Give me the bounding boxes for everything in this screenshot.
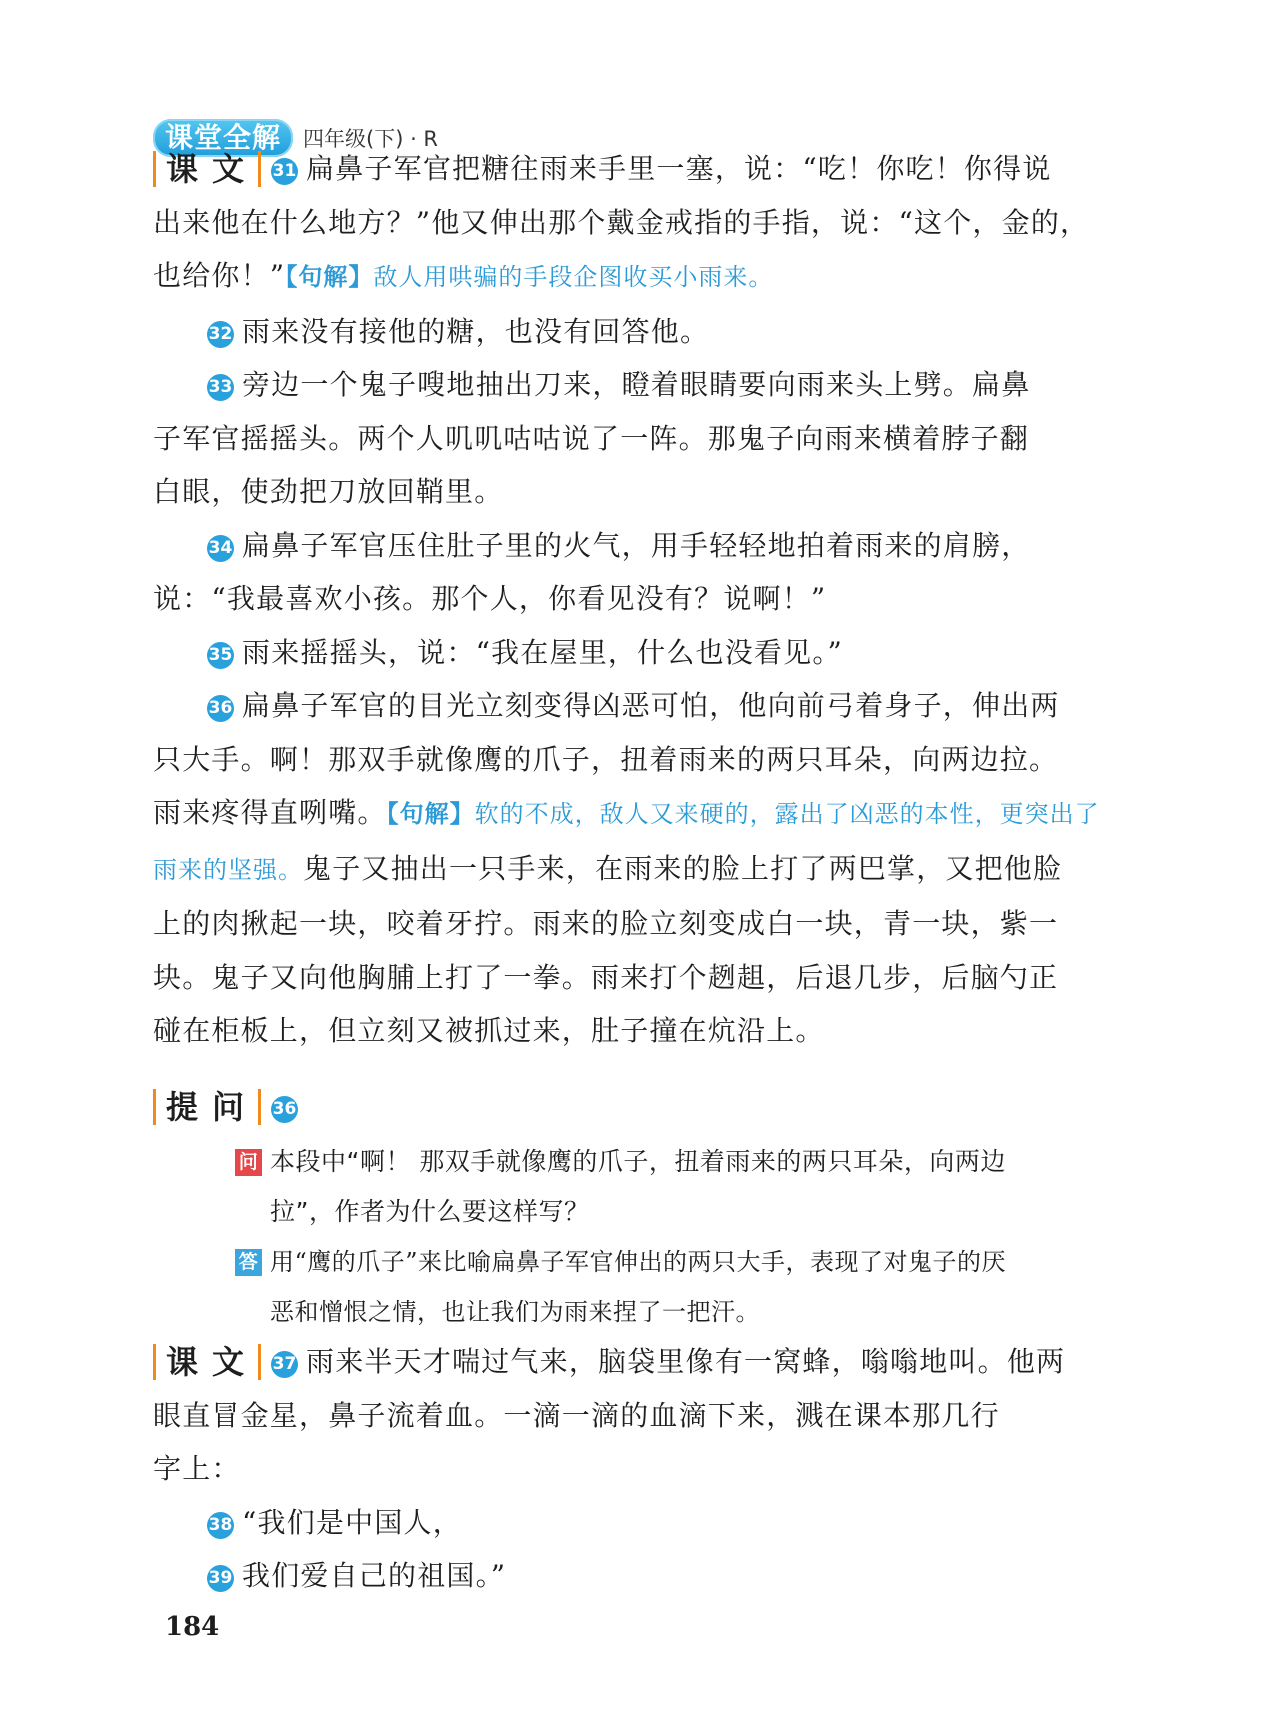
text-section-2: [153, 1335, 1120, 1603]
text-line: [153, 196, 1120, 250]
question-block: [235, 1137, 1125, 1237]
text-line: [153, 951, 1120, 1005]
line-text: 块。鬼子又向他胸脯上打了一拳。雨来打个趔趄，后退几步，后脑勺正: [153, 960, 1059, 994]
sentence-note: 雨来的坚强。: [153, 855, 303, 884]
paragraph-number: 38: [207, 1512, 234, 1539]
sentence-note: 软的不成，敌人又来硬的，露出了凶恶的本性，更突出了: [474, 800, 1100, 828]
section-tag: 课文: [153, 151, 261, 187]
section-tag: 提问: [153, 1089, 261, 1125]
text-line: [153, 842, 1120, 898]
line-text: 扁鼻子军官把糖往雨来手里一塞，说：“吃！你吃！你得说: [306, 152, 1052, 185]
line-text: 出来他在什么地方？”他又伸出那个戴金戒指的手指，说：“这个，金的，: [153, 205, 1090, 239]
line-text: 扁鼻子军官的目光立刻变得凶恶可怕，他向前弓着身子，伸出两: [242, 689, 1060, 722]
line-text: 上的肉揪起一块，咬着牙拧。雨来的脸立刻变成白一块，青一块，紫一: [153, 907, 1059, 940]
paragraph-number: 36: [207, 695, 234, 722]
text-line: [153, 679, 1120, 733]
text-line: [153, 733, 1120, 787]
line-text: 我们爱自己的祖国。”: [242, 1559, 507, 1592]
section-tag: 课文: [153, 1344, 261, 1380]
text-line: [153, 412, 1120, 466]
text-line: [153, 305, 1120, 359]
line-text: 雨来半天才喘过气来，脑袋里像有一窝蜂，嗡嗡地叫。他两: [306, 1345, 1066, 1378]
paragraph-number: 34: [207, 535, 234, 562]
paragraph-number: 35: [207, 642, 234, 669]
text-line: [153, 626, 1120, 680]
text-line: [153, 465, 1120, 519]
text-line: [153, 572, 1120, 626]
line-text: 子军官摇摇头。两个人叽叽咕咕说了一阵。那鬼子向雨来横着脖子翻: [153, 421, 1030, 455]
line-text: “我们是中国人，: [242, 1505, 462, 1539]
sentence-note: 敌人用哄骗的手段企图收买小雨来。: [373, 263, 774, 291]
text-line: [153, 1335, 1120, 1389]
paragraph-number: 31: [271, 158, 298, 185]
question-icon: 问: [235, 1149, 262, 1176]
line-text: 雨来摇摇头，说：“我在屋里，什么也没看见。”: [242, 635, 844, 669]
answer-text: 用“鹰的爪子”来比喻扁鼻子军官伸出的两只大手，表现了对鬼子的厌: [270, 1248, 1007, 1276]
answer-line: [235, 1287, 1125, 1337]
question-text: 本段中“啊！ 那双手就像鹰的爪子，扭着雨来的两只耳朵，向两边: [270, 1147, 1006, 1176]
line-text: 也给你！”: [153, 259, 286, 292]
text-section-1: [153, 142, 1120, 1058]
text-line: [153, 1549, 1120, 1603]
paragraph-number: 39: [207, 1565, 234, 1592]
question-line: [235, 1187, 1125, 1237]
answer-line: [235, 1237, 1125, 1287]
line-text: 字上：: [153, 1452, 241, 1485]
paragraph-number: 37: [271, 1351, 298, 1378]
answer-icon: 答: [235, 1249, 262, 1276]
book-logo: 课堂全解: [153, 119, 293, 157]
line-text: 只大手。啊！那双手就像鹰的爪子，扭着雨来的两只耳朵，向两边拉。: [153, 742, 1059, 776]
text-line: [153, 358, 1120, 412]
line-text: 说：“我最喜欢小孩。那个人，你看见没有？说啊！”: [153, 582, 827, 615]
grade-label: 四年级(下) · R: [303, 127, 439, 151]
question-text: 拉”，作者为什么要这样写？: [270, 1197, 590, 1226]
line-text: 雨来没有接他的糖，也没有回答他。: [242, 314, 710, 348]
text-line: [153, 1389, 1120, 1443]
line-text: 眼直冒金星，鼻子流着血。一滴一滴的血滴下来，溅在课本那几行: [153, 1398, 1000, 1432]
text-line: [153, 519, 1120, 573]
text-line: [153, 786, 1120, 842]
note-label: 【句解】: [285, 263, 374, 291]
text-line: [153, 249, 1120, 305]
text-line: [153, 142, 1120, 196]
line-text: 鬼子又抽出一只手来，在雨来的脸上打了两巴掌，又把他脸: [303, 851, 1063, 885]
text-line: [153, 1442, 1120, 1496]
line-text: 旁边一个鬼子嗖地抽出刀来，瞪着眼睛要向雨来头上劈。扁鼻: [242, 368, 1031, 401]
line-text: 碰在柜板上，但立刻又被抓过来，肚子撞在炕沿上。: [153, 1014, 825, 1047]
paragraph-number: 33: [207, 374, 234, 401]
text-line: [153, 1496, 1120, 1550]
text-line: [153, 897, 1120, 951]
question-line: [235, 1137, 1125, 1187]
note-label: 【句解】: [386, 800, 475, 828]
question-section: [153, 1080, 1120, 1134]
line-text: 扁鼻子军官压住肚子里的火气，用手轻轻地拍着雨来的肩膀，: [242, 528, 1031, 562]
answer-text: 恶和憎恨之情，也让我们为雨来捏了一把汗。: [270, 1298, 760, 1326]
paragraph-number: 36: [271, 1096, 298, 1123]
answer-block: [235, 1237, 1125, 1337]
line-text: 白眼，使劲把刀放回鞘里。: [153, 475, 504, 508]
page-number: 184: [165, 1612, 220, 1642]
question-header: [153, 1080, 1120, 1134]
text-line: [153, 1004, 1120, 1058]
line-text: 雨来疼得直咧嘴。: [153, 796, 387, 829]
paragraph-number: 32: [207, 321, 234, 348]
